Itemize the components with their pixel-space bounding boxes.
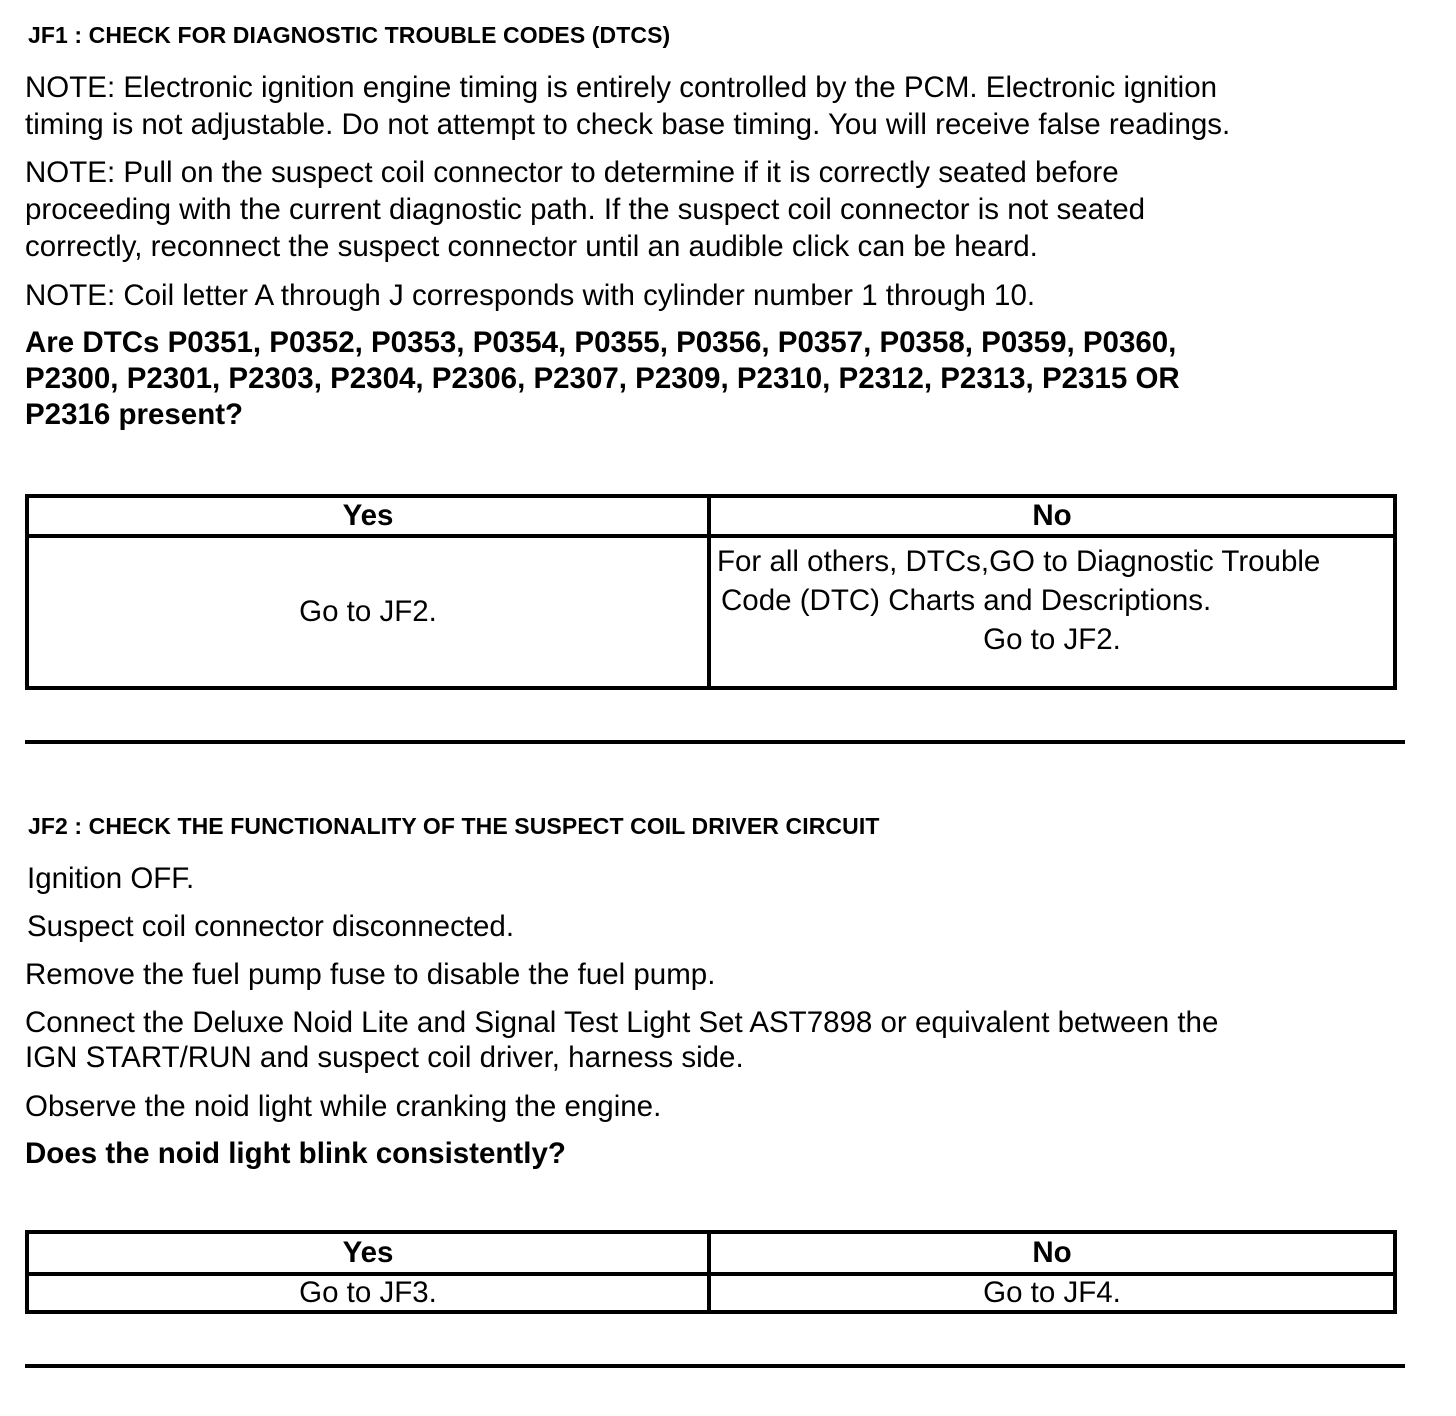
jf1-note-connector-line-3: correctly, reconnect the suspect connector until an audible click can be heard. — [25, 230, 1038, 263]
jf1-no-header: No — [709, 496, 1395, 536]
jf1-note-connector-line-1: NOTE: Pull on the suspect coil connector to determine if it is correctly seated before — [25, 156, 1119, 189]
jf1-note-timing-line-2: timing is not adjustable. Do not attempt to check base timing. You will receive false readings. — [25, 108, 1231, 141]
jf2-step-ignition-line-1: Ignition OFF. — [27, 862, 195, 895]
jf1-note-coil-letter — [25, 277, 1425, 314]
jf1-yes-cell: Go to JF2. — [27, 536, 709, 688]
jf1-heading: JF1 : CHECK FOR DIAGNOSTIC TROUBLE CODES (DTCS) — [28, 22, 671, 48]
jf1-question-line-2: P2300, P2301, P2303, P2304, P2306, P2307, P2309, P2310, P2312, P2313, P2315 OR — [25, 362, 1180, 395]
jf2-step-connect-noid-line-1: Connect the Deluxe Noid Lite and Signal Test Light Set AST7898 or equivalent between the — [25, 1006, 1219, 1039]
jf1-note-connector — [25, 154, 1425, 265]
jf1-note-connector-line-2: proceeding with the current diagnostic path. If the suspect coil connector is not seated — [25, 193, 1146, 226]
jf2-step-connect-noid — [25, 1005, 1425, 1075]
jf1-response-table — [25, 494, 1397, 690]
jf1-no-cell-line-3: Go to JF2. — [983, 623, 1121, 656]
jf1-question — [25, 325, 1425, 433]
jf2-step-fuse — [25, 956, 1425, 993]
section-divider — [25, 740, 1405, 744]
jf2-step-disconnect — [27, 908, 1427, 945]
jf1-question-line-1: Are DTCs P0351, P0352, P0353, P0354, P0355, P0356, P0357, P0358, P0359, P0360, — [25, 326, 1177, 359]
jf2-step-observe-line-1: Observe the noid light while cranking the engine. — [25, 1090, 662, 1123]
jf2-step-ignition — [27, 860, 1427, 897]
jf1-no-cell-line-2: Code (DTC) Charts and Descriptions. — [721, 584, 1212, 617]
jf2-step-observe — [25, 1088, 1425, 1125]
jf1-no-cell-line-1: For all others, DTCs,GO to Diagnostic Trouble — [717, 545, 1321, 578]
jf2-no-header: No — [709, 1232, 1395, 1274]
jf2-step-connect-noid-line-2: IGN START/RUN and suspect coil driver, harness side. — [25, 1041, 744, 1074]
jf2-yes-cell: Go to JF3. — [27, 1274, 709, 1312]
jf2-yes-header: Yes — [27, 1232, 709, 1274]
jf1-question-line-3: P2316 present? — [25, 398, 244, 431]
jf2-question: Does the noid light blink consistently? — [25, 1137, 566, 1170]
jf2-response-table — [25, 1230, 1397, 1314]
jf1-yes-header: Yes — [27, 496, 709, 536]
jf1-note-timing-line-1: NOTE: Electronic ignition engine timing is entirely controlled by the PCM. Electronic ignition — [25, 71, 1218, 104]
jf2-step-disconnect-line-1: Suspect coil connector disconnected. — [27, 910, 515, 943]
jf1-note-coil-letter-line-1: NOTE: Coil letter A through J corresponds with cylinder number 1 through 10. — [25, 279, 1036, 312]
jf1-no-cell — [709, 536, 1395, 688]
jf2-no-cell: Go to JF4. — [709, 1274, 1395, 1312]
jf2-step-fuse-line-1: Remove the fuel pump fuse to disable the fuel pump. — [25, 958, 716, 991]
section-divider-bottom — [25, 1364, 1405, 1368]
jf1-note-timing — [25, 69, 1425, 143]
jf2-heading: JF2 : CHECK THE FUNCTIONALITY OF THE SUSPECT COIL DRIVER CIRCUIT — [28, 813, 880, 839]
